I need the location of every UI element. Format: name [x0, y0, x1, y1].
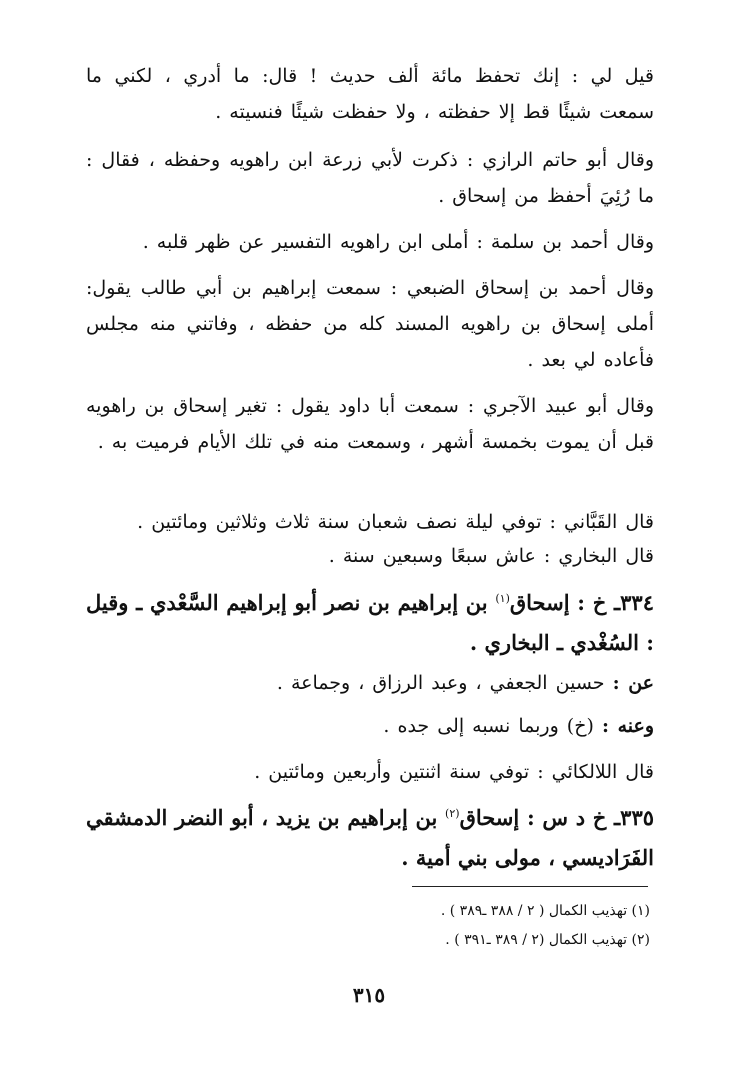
paragraph-qabbani: قال القَبَّاني : توفي ليلة نصف شعبان سنة ثلاث وثلاثين ومائتين .: [137, 511, 654, 533]
paragraph-ajurri: وقال أبو عبيد الآجري : سمعت أبا داود يقول : تغير إسحاق بن راهويه قبل أن يموت بخمسة أشهر ، وسمعت منه في تلك الأيام فرميت به .: [86, 395, 654, 453]
teachers-label: عن :: [612, 672, 654, 694]
entry-334-students: [86, 708, 654, 748]
entry-number: ٣٣٥: [620, 805, 654, 830]
footnote-2: (٢) تهذيب الكمال (٢ / ٣٨٩ ـ٣٩١ ) .: [445, 932, 650, 948]
entry-sigla: ـ خ :: [577, 590, 621, 615]
entry-334-teachers: [86, 665, 654, 705]
paragraph-abu-hatim: وقال أبو حاتم الرازي : ذكرت لأبي زرعة ابن راهويه وحفظه ، فقال : ما رُئِيَ أحفظ من إسحاق .: [86, 149, 654, 207]
entry-name: إسحاق: [459, 805, 520, 830]
entry-number: ٣٣٤: [620, 590, 654, 615]
students-text: (خ) وربما نسبه إلى جده .: [383, 715, 594, 737]
entry-335-heading: [86, 798, 654, 880]
paragraph-ahmad-dabai: وقال أحمد بن إسحاق الضبعي : سمعت إبراهيم بن أبي طالب يقول: أملى إسحاق بن راهويه المسند كله من حفظه ، وفاتني منه مجلس فأعاده لي بعد .: [86, 277, 654, 371]
entry-rest: بن إبراهيم بن يزيد ، أبو النضر الدمشقي الفَرَاديسي ، مولى بني أمية .: [86, 805, 654, 870]
teachers-text: حسين الجعفي ، وعبد الرزاق ، وجماعة .: [276, 672, 605, 694]
paragraph-ahmad-salama: وقال أحمد بن سلمة : أملى ابن راهويه التفسير عن ظهر قلبه .: [142, 231, 654, 253]
footnote-separator: [412, 886, 648, 887]
page-number: ٣١٥: [352, 983, 386, 1007]
students-label: وعنه :: [601, 715, 654, 737]
entry-sigla: ـ خ د س :: [526, 805, 621, 830]
entry-rest: بن إبراهيم بن نصر أبو إبراهيم السَّعْدي ـ وقيل : السُغْدي ـ البخاري .: [86, 590, 654, 655]
entry-334-heading: [86, 583, 654, 665]
main-text: [86, 0, 654, 900]
paragraph-memory-claim: قيل لي : إنك تحفظ مائة ألف حديث ! قال: ما أدري ، لكني ما سمعت شيئًا قط إلا حفظته ، ولا حفظت شيئًا فنسيته .: [86, 65, 654, 123]
footnote-mark-1[interactable]: (١): [495, 592, 510, 605]
entry-name: إسحاق: [509, 590, 570, 615]
entry-334-death: قال اللالكائي : توفي سنة اثنتين وأربعين ومائتين .: [254, 761, 654, 783]
footnote-mark-2[interactable]: (٢): [445, 807, 460, 820]
footnote-1: (١) تهذيب الكمال ( ٢ / ٣٨٨ ـ٣٨٩ ) .: [440, 903, 650, 919]
paragraph-bukhari: قال البخاري : عاش سبعًا وسبعين سنة .: [328, 545, 654, 567]
